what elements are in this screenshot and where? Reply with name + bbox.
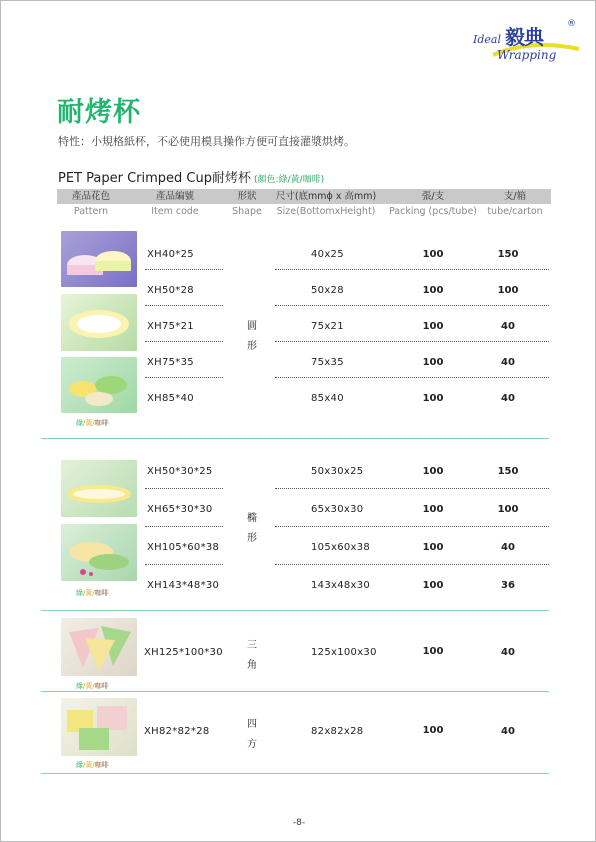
brand-logo	[471, 19, 583, 65]
row-divider	[275, 488, 549, 489]
item-packing: 100	[422, 285, 444, 296]
row-divider	[145, 305, 223, 306]
color-note: 綠/黃/咖啡	[76, 761, 109, 769]
item-packing: 100	[422, 357, 444, 368]
item-size: 75x35	[311, 357, 344, 368]
item-size: 65x30x30	[311, 504, 364, 515]
item-carton: 100	[497, 504, 519, 515]
item-code: XH143*48*30	[147, 580, 220, 591]
item-packing: 100	[422, 249, 444, 260]
item-size: 50x28	[311, 285, 344, 296]
header-shape-zh: 形狀	[237, 191, 257, 202]
product-photo-triangle	[61, 618, 137, 676]
item-size: 143x48x30	[311, 580, 371, 591]
item-carton: 100	[497, 285, 519, 296]
product-photo-oval-1	[61, 460, 137, 517]
row-divider	[275, 269, 549, 270]
cup-illustration-icon	[61, 524, 137, 581]
item-code: XH82*82*28	[144, 726, 210, 737]
header-carton-zh: 支/箱	[503, 191, 527, 202]
page-number: -8-	[292, 818, 306, 828]
item-packing: 100	[422, 646, 444, 657]
product-photo-oval-2	[61, 524, 137, 581]
color-note: 綠/黃/咖啡	[76, 419, 109, 427]
header-packing-en: Packing (pcs/tube)	[389, 206, 477, 217]
item-code: XH75*21	[147, 321, 194, 332]
item-carton: 150	[497, 466, 519, 477]
product-photo-round-1	[61, 231, 137, 287]
row-divider	[275, 305, 549, 306]
color-note: 綠/黃/咖啡	[76, 682, 109, 690]
section-subtitle: (顏色:綠/黃/咖啡)	[253, 175, 325, 185]
group-separator	[41, 610, 549, 611]
item-carton: 150	[497, 249, 519, 260]
row-divider	[275, 526, 549, 527]
page-title: 耐烤杯	[57, 97, 141, 128]
item-carton: 36	[501, 580, 515, 591]
row-divider	[275, 341, 549, 342]
item-code: XH40*25	[147, 249, 194, 260]
item-size: 40x25	[311, 249, 344, 260]
item-carton: 40	[501, 647, 515, 658]
row-divider	[145, 341, 223, 342]
product-photo-round-2	[61, 294, 137, 351]
row-divider	[145, 269, 223, 270]
item-code: XH50*28	[147, 285, 194, 296]
table-header-en	[57, 204, 551, 220]
item-code: XH85*40	[147, 393, 194, 404]
item-code: XH105*60*38	[147, 542, 220, 553]
item-size: 50x30x25	[311, 466, 364, 477]
color-note: 綠/黃/咖啡	[76, 589, 109, 597]
row-divider	[275, 564, 549, 565]
cup-illustration-icon	[61, 357, 137, 413]
header-code-en: Item code	[151, 206, 199, 217]
group-separator	[41, 438, 549, 439]
registered-mark: ®	[567, 19, 576, 29]
logo-wrapping-text: Wrapping	[497, 48, 557, 62]
item-code: XH125*100*30	[144, 647, 223, 658]
cup-illustration-icon	[61, 294, 137, 351]
item-size: 105x60x38	[311, 542, 371, 553]
logo-cjk-text: 毅典	[505, 25, 543, 49]
product-photo-round-3	[61, 357, 137, 413]
product-photo-square	[61, 698, 137, 756]
cup-illustration-icon	[61, 231, 137, 287]
header-packing-zh: 張/支	[421, 191, 445, 202]
item-code: XH65*30*30	[147, 504, 213, 515]
header-pattern-zh: 產品花色	[71, 191, 110, 202]
header-shape-en: Shape	[232, 206, 262, 217]
row-divider	[145, 526, 223, 527]
table-header-zh	[57, 189, 551, 204]
item-carton: 40	[501, 357, 515, 368]
shape-label-triangle: 三 角	[247, 640, 257, 671]
item-packing: 100	[422, 580, 444, 591]
section-title	[58, 167, 324, 186]
header-pattern-en: Pattern	[73, 206, 109, 217]
cup-illustration-icon	[61, 460, 137, 517]
item-packing: 100	[422, 466, 444, 477]
cup-illustration-icon	[61, 618, 137, 676]
item-size: 82x82x28	[311, 726, 364, 737]
item-code: XH50*30*25	[147, 466, 213, 477]
item-carton: 40	[501, 726, 515, 737]
shape-label-oval: 橢 形	[247, 513, 257, 544]
item-packing: 100	[422, 542, 444, 553]
row-divider	[145, 564, 223, 565]
item-carton: 40	[501, 542, 515, 553]
item-packing: 100	[422, 321, 444, 332]
group-separator	[41, 691, 549, 692]
product-description: 特性：小規格紙杯，不必使用模具操作方便可直接灌漿烘烤。	[58, 135, 355, 148]
section-title-text: PET Paper Crimped Cup耐烤杯	[58, 171, 251, 186]
row-divider	[145, 377, 223, 378]
item-carton: 40	[501, 393, 515, 404]
header-carton-en: tube/carton	[487, 206, 543, 217]
item-packing: 100	[422, 504, 444, 515]
header-size-zh: 尺寸(底mmϕ x 高mm)	[275, 191, 377, 202]
group-separator	[41, 773, 549, 774]
item-size: 125x100x30	[311, 647, 377, 658]
header-size-en: Size(BottomxHeight)	[276, 206, 376, 217]
shape-label-round: 圓 形	[247, 321, 257, 352]
item-packing: 100	[422, 393, 444, 404]
item-packing: 100	[422, 725, 444, 736]
shape-label-square: 四 方	[247, 719, 257, 750]
cup-illustration-icon	[61, 698, 137, 756]
item-size: 85x40	[311, 393, 344, 404]
item-size: 75x21	[311, 321, 344, 332]
item-code: XH75*35	[147, 357, 194, 368]
header-code-zh: 產品編號	[155, 191, 194, 202]
row-divider	[145, 488, 223, 489]
logo-ideal-text: Ideal	[473, 33, 501, 46]
row-divider	[275, 377, 549, 378]
item-carton: 40	[501, 321, 515, 332]
